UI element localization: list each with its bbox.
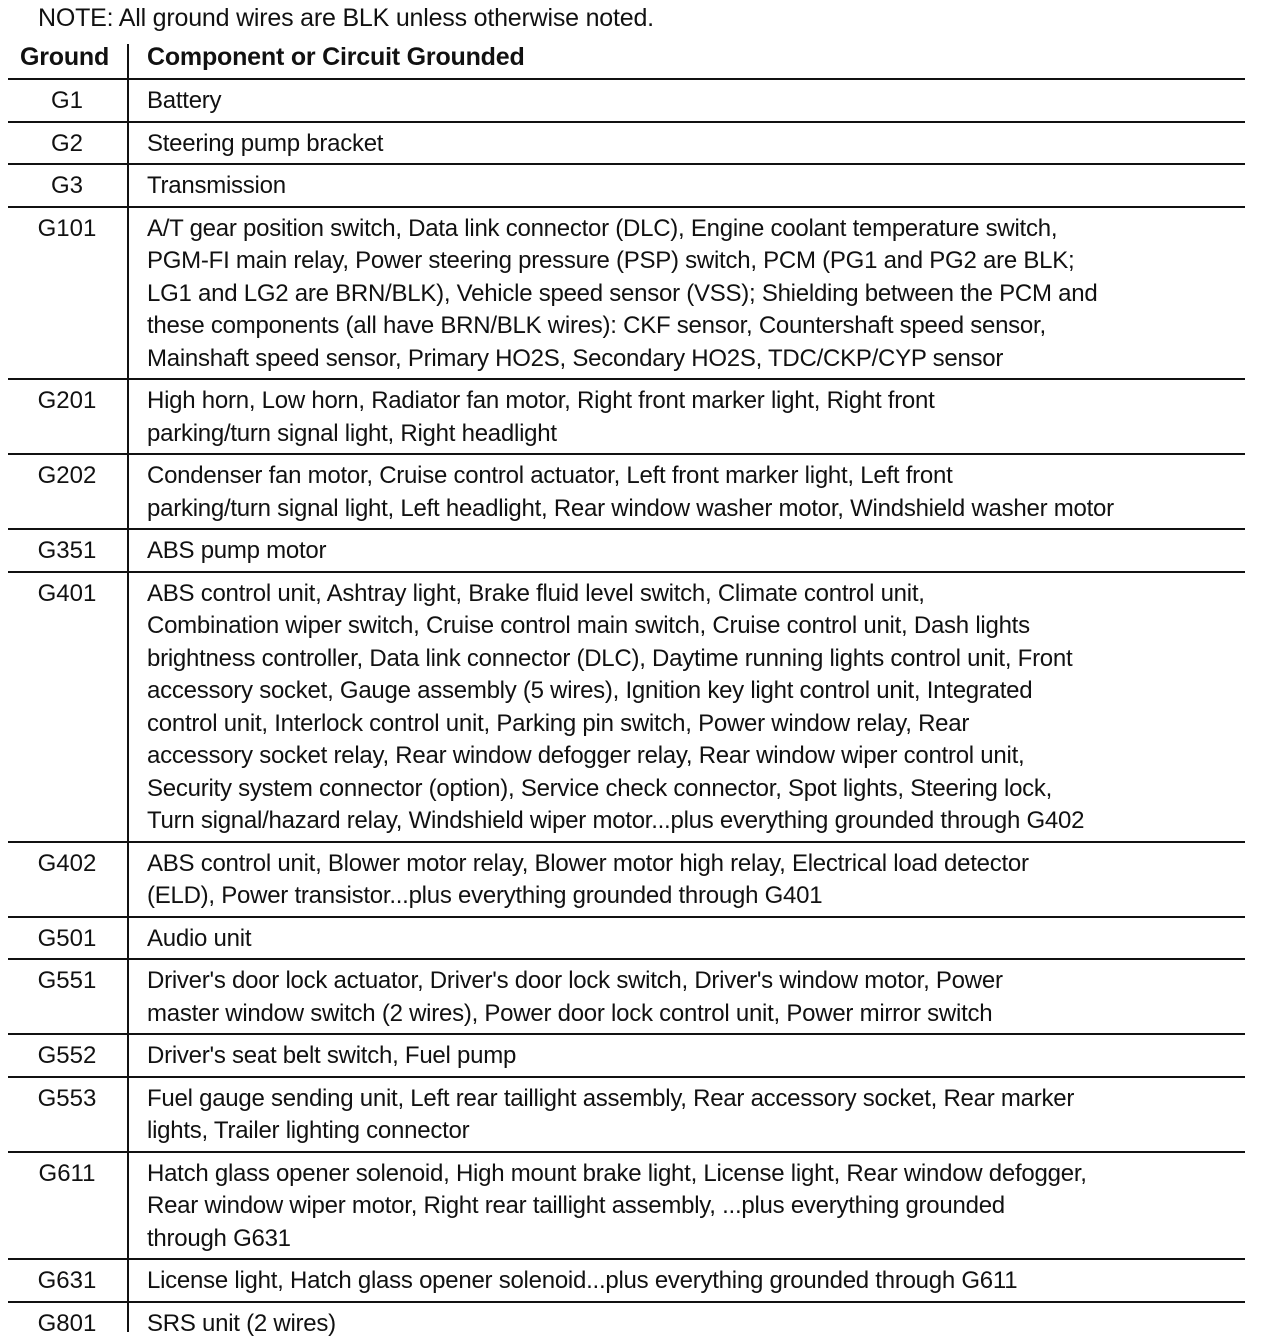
table-row (8, 958, 1245, 1033)
component-list: ABS control unit, Ashtray light, Brake fluid level switch, Climate control unit, Combination wiper switch, Cruise control main switch, Cruise control unit, Dash lights brightness controller, Data link connector (DLC), Daytime running lights control unit, Front accessory socket, Gauge assembly (5 wires), Ignition key light control unit, Integrated control unit, Interlock control unit, Parking pin switch, Power window relay, Rear accessory socket relay, Rear window defogger relay, Rear window wiper control unit, Security system connector (option), Service check connector, Spot lights, Steering lock, Turn signal/hazard relay, Windshield wiper motor...plus everything grounded through G402 (126, 573, 1245, 841)
table-row (8, 453, 1245, 528)
component-list: Driver's door lock actuator, Driver's door lock switch, Driver's window motor, Power master window switch (2 wires), Power door lock control unit, Power mirror switch (126, 960, 1245, 1033)
table-row (8, 78, 1245, 121)
table-row (8, 1033, 1245, 1076)
table-row (8, 206, 1245, 379)
table-row (8, 571, 1245, 841)
table-row (8, 1151, 1245, 1259)
component-list: Battery (126, 80, 1245, 121)
header-component: Component or Circuit Grounded (147, 41, 525, 73)
ground-id: G401 (8, 573, 126, 841)
component-list: Audio unit (126, 918, 1245, 959)
table-row (8, 916, 1245, 959)
ground-id: G551 (8, 960, 126, 1033)
ground-id: G501 (8, 918, 126, 959)
table-row (8, 378, 1245, 453)
component-list: Driver's seat belt switch, Fuel pump (126, 1035, 1245, 1076)
table-row (8, 121, 1245, 164)
ground-id: G1 (8, 80, 126, 121)
ground-id: G351 (8, 530, 126, 571)
ground-id: G631 (8, 1260, 126, 1301)
table-row (8, 1258, 1245, 1301)
ground-id: G553 (8, 1078, 126, 1151)
ground-id: G2 (8, 123, 126, 164)
table-row (8, 528, 1245, 571)
ground-id: G611 (8, 1153, 126, 1259)
ground-id: G201 (8, 380, 126, 453)
component-list: ABS pump motor (126, 530, 1245, 571)
ground-id: G801 (8, 1303, 126, 1343)
table-row (8, 1301, 1245, 1343)
ground-table (0, 78, 1264, 1343)
component-list: A/T gear position switch, Data link connector (DLC), Engine coolant temperature switch, PGM-FI main relay, Power steering pressure (PSP) switch, PCM (PG1 and PG2 are BLK; LG1 and LG2 are BRN/BLK), Vehicle speed sensor (VSS); Shielding between the PCM and these components (all have BRN/BLK wires): CKF sensor, Countershaft speed sensor, Mainshaft speed sensor, Primary HO2S, Secondary HO2S, TDC/CKP/CYP sensor (126, 208, 1245, 379)
component-list: Condenser fan motor, Cruise control actuator, Left front marker light, Left front parking/turn signal light, Left headlight, Rear window washer motor, Windshield washer motor (126, 455, 1245, 528)
component-list: Steering pump bracket (126, 123, 1245, 164)
header-ground: Ground (20, 41, 120, 73)
ground-id: G3 (8, 165, 126, 206)
table-row (8, 163, 1245, 206)
ground-id: G402 (8, 843, 126, 916)
ground-id: G101 (8, 208, 126, 379)
component-list: License light, Hatch glass opener solenoid...plus everything grounded through G611 (126, 1260, 1245, 1301)
component-list: High horn, Low horn, Radiator fan motor, Right front marker light, Right front parking/turn signal light, Right headlight (126, 380, 1245, 453)
component-list: ABS control unit, Blower motor relay, Blower motor high relay, Electrical load detector (ELD), Power transistor...plus everything grounded through G401 (126, 843, 1245, 916)
note-text: NOTE: All ground wires are BLK unless otherwise noted. (38, 3, 654, 33)
ground-id: G552 (8, 1035, 126, 1076)
ground-id: G202 (8, 455, 126, 528)
table-row (8, 1076, 1245, 1151)
component-list: SRS unit (2 wires) (126, 1303, 1245, 1343)
component-list: Transmission (126, 165, 1245, 206)
table-row (8, 841, 1245, 916)
component-list: Hatch glass opener solenoid, High mount brake light, License light, Rear window defogger, Rear window wiper motor, Right rear taillight assembly, ...plus everything grounded through G631 (126, 1153, 1245, 1259)
component-list: Fuel gauge sending unit, Left rear taillight assembly, Rear accessory socket, Rear marker lights, Trailer lighting connector (126, 1078, 1245, 1151)
